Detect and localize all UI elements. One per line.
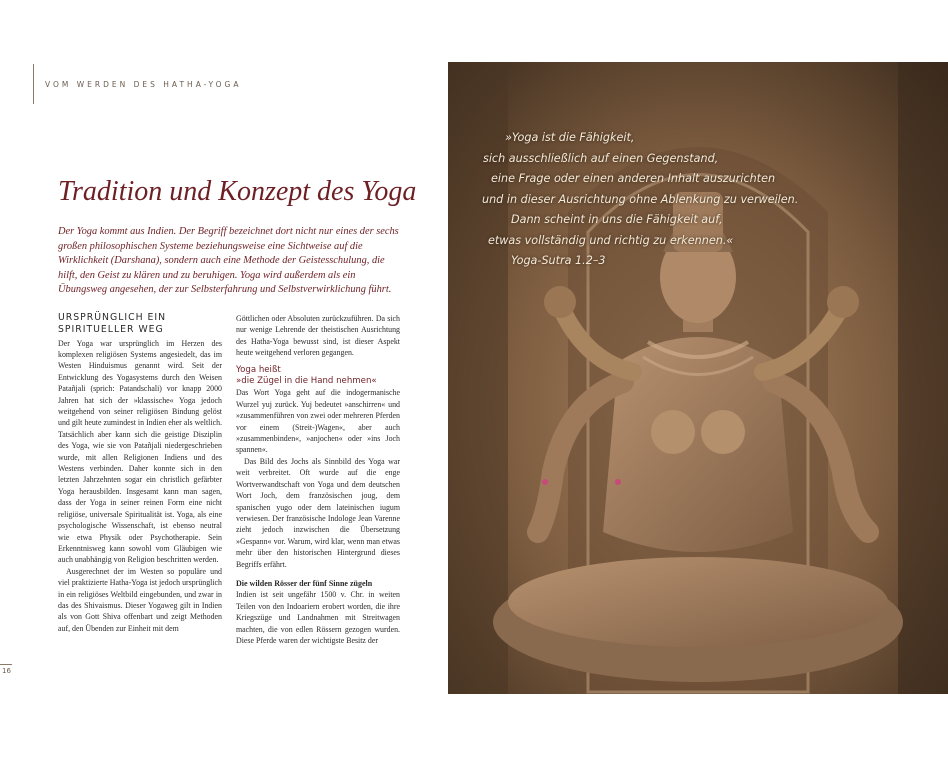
subheading: Die wilden Rösser der fünf Sinne zügeln — [236, 578, 373, 588]
body-paragraph: Der Yoga war ursprünglich im Herzen des komplexen religiösen Systems angesiedelt, das im Westen Hinduismus genannt wird. Seit der Entwicklung des Yogasystems durch den Weisen Patañjali (sprich: Patandschali) vor knapp 2000 Jahren hat sich der »klassische« Yoga jedoch weitgehend von seiner religiösen Bindung gelöst und gilt heute zumindest in Indien eher als weltlich. Tatsächlich aber kann sich die geistige Disziplin des Yoga, wie sie von Patañjali niedergeschrieben wurde, mit allen Religionen Indiens und des Westens verbinden. Daher konnte sich in den letzten Jahrzehnten sogar ein christlich gefärbter Yoga herausbilden. Insgesamt kann man sagen, dass der Yoga in seiner reinen Form eine nicht religiöse, universale Spiritualität ist. Yoga, als eine psychologische Wissenschaft, ist ebenso neutral wie etwa Physik oder Psychotherapie. Sein Erkenntnisweg kann sowohl vom Gläubigen wie auch unabhängig von Religion beschritten werden. — [58, 338, 222, 565]
body-paragraph: Das Bild des Jochs als Sinnbild des Yoga war weit verbreitet. Oft wurde auf die enge Wortverwandtschaft von Yoga und dem deutschen Wort Joch, dem französischen joug, dem spanischen yugo oder dem lateinischen iugum verwiesen. Der französische Indologe Jean Varenne zieht jedoch inzwischen die Übersetzung »Gespann« vor. Warum, wird klar, wenn man etwas mehr über den historischen Hintergrund dieses Begriffs erfährt. — [236, 456, 400, 569]
text-column-1 — [58, 312, 222, 634]
page-title: Tradition und Konzept des Yoga — [58, 176, 417, 207]
quote — [448, 128, 948, 272]
folio-rule — [0, 664, 12, 665]
body-paragraph: Das Wort Yoga geht auf die indogermanische Wurzel yuj zurück. Yuj bedeutet »anschirren« und »zusammenführen von zwei oder mehreren Pferden vor einem (Streit-)Wagen«, aber auch »zusammenbinden«, »anjochen« oder »ins Joch spannen«. — [236, 388, 400, 455]
subheading — [236, 365, 400, 388]
quote-line: Dann scheint in uns die Fähigkeit auf, — [511, 213, 723, 226]
subheading-line: »die Zügel in die Hand nehmen« — [236, 376, 377, 387]
section-heading: URSPRÜNGLICH EIN SPIRITUELLER WEG — [58, 312, 167, 335]
quote-line: und in dieser Ausrichtung ohne Ablenkung zu verweilen. — [482, 192, 799, 206]
quote-source: Yoga-Sutra 1.2–3 — [511, 254, 606, 267]
quote-line: eine Frage oder einen anderen Inhalt auszurichten — [491, 172, 776, 185]
body-paragraph: Ausgerechnet der im Westen so populäre und viel praktizierte Hatha-Yoga ist jedoch ursprünglich in ein religiöses Weltbild eingebunden, und zwar in das des Shivaismus. Dieser Yogaweg gilt in Indien als von Gott Shiva offenbart und zeigt Methoden auf, den Übenden zur Einheit mit dem — [58, 566, 222, 633]
body-paragraph: Göttlichen oder Absoluten zurückzuführen. Da sich nur wenige Lehrende der theistischen Ausrichtung des Hatha-Yoga bewusst sind, ist dieser Aspekt heute weitgehend verloren gegangen. — [236, 314, 400, 358]
lead-paragraph: Der Yoga kommt aus Indien. Der Begriff bezeichnet dort nicht nur eines der sechs großen philosophischen Systeme beziehungsweise eine Sichtweise auf die Wirklichkeit (Darshana), sondern auch eine Methode der Geistesschulung, die hilft, den Geist zu klären und zu beruhigen. Yoga wird außerdem als ein Übungsweg angesehen, der zur Selbsterfahrung und Selbstverwirklichung führt. — [58, 226, 399, 296]
quote-line: etwas vollständig und richtig zu erkennen.« — [488, 233, 734, 247]
subheading-line: Yoga heißt — [236, 364, 281, 375]
running-head-rule — [33, 64, 34, 104]
body-paragraph: Indien ist seit ungefähr 1500 v. Chr. in weiten Teilen von den Indoariern erobert worden, die ihre Kriegszüge und Landnahmen mit Streitwagen machten, die von edlen Rössern gezogen wurden. Diese Pferde waren der wichtigste Besitz der — [236, 590, 400, 645]
running-head: VOM WERDEN DES HATHA-YOGA — [45, 80, 242, 89]
quote-line: sich ausschließlich auf einen Gegenstand, — [483, 151, 719, 165]
text-column-2 — [236, 313, 400, 646]
page-number: 16 — [2, 667, 11, 675]
quote-line: »Yoga ist die Fähigkeit, — [505, 131, 635, 144]
